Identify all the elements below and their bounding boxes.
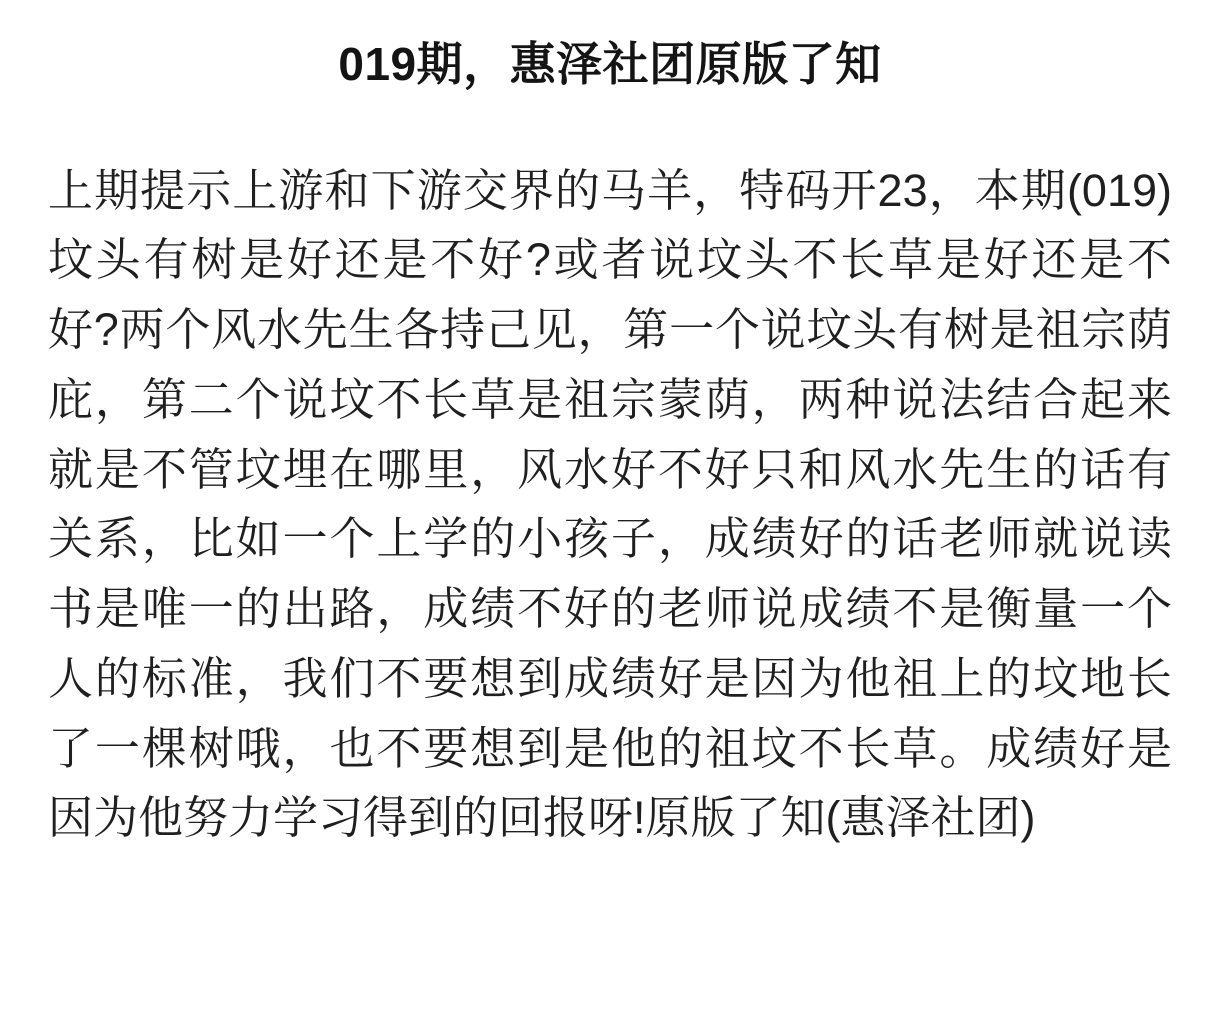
document-body (48, 94, 1172, 854)
page-title: 019期，惠泽社团原版了知 (338, 38, 882, 90)
body-paragraph: 上期提示上游和下游交界的马羊，特码开23，本期(019)坟头有树是好还是不好?或者说坟头不长草是好还是不好?两个风水先生各持己见，第一个说坟头有树是祖宗荫庇，第二个说坟不长草是祖宗蒙荫，两种说法结合起来就是不管坟埋在哪里，风水好不好只和风水先生的话有关系，比如一个上学的小孩子，成绩好的话老师就说读书是唯一的出路，成绩不好的老师说成绩不是衡量一个人的标准，我们不要想到成绩好是因为他祖上的坟地长了一棵树哦，也不要想到是他的祖坟不长草。成绩好是因为他努力学习得到的回报呀!原版了知(惠泽社团) (48, 164, 1172, 844)
